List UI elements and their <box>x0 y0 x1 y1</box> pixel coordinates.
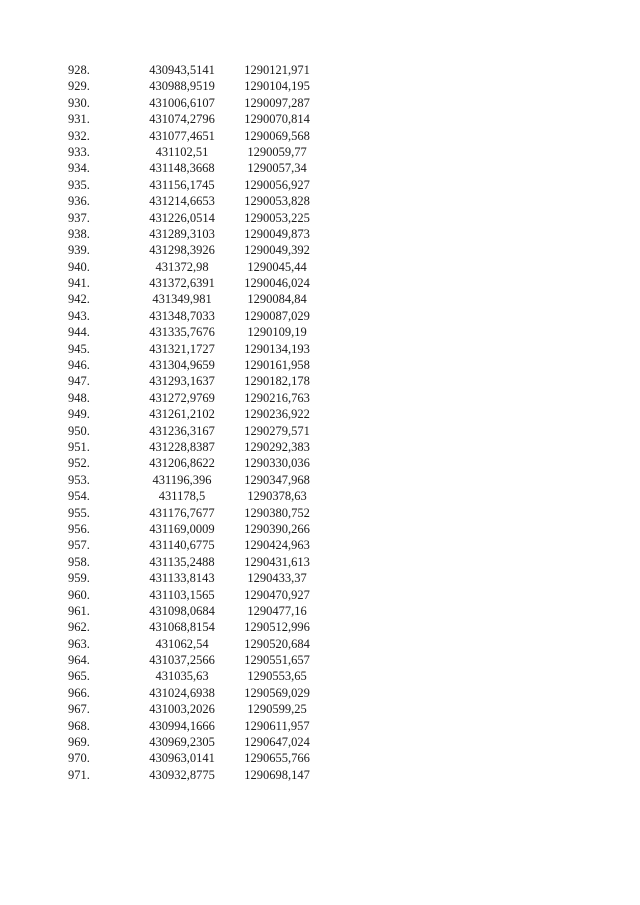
point-number: 968. <box>68 718 90 733</box>
table-row <box>0 111 640 127</box>
point-number: 935. <box>68 177 90 192</box>
table-row <box>0 324 640 340</box>
point-number: 956. <box>68 521 90 536</box>
table-row <box>0 455 640 471</box>
x-coordinate: 431148,3668 <box>149 161 215 176</box>
table-row <box>0 78 640 94</box>
y-coordinate: 1290431,613 <box>244 554 310 569</box>
table-row <box>0 423 640 439</box>
x-coordinate: 431214,6653 <box>149 194 215 209</box>
y-coordinate: 1290378,63 <box>247 489 307 504</box>
y-coordinate: 1290569,029 <box>244 685 310 700</box>
y-coordinate: 1290424,963 <box>244 538 310 553</box>
table-row <box>0 275 640 291</box>
point-number: 965. <box>68 669 90 684</box>
point-number: 949. <box>68 407 90 422</box>
table-row <box>0 767 640 783</box>
y-coordinate: 1290182,178 <box>244 374 310 389</box>
table-row <box>0 521 640 537</box>
point-number: 960. <box>68 587 90 602</box>
point-number: 953. <box>68 472 90 487</box>
y-coordinate: 1290045,44 <box>247 259 307 274</box>
y-coordinate: 1290553,65 <box>247 669 307 684</box>
table-row <box>0 718 640 734</box>
y-coordinate: 1290470,927 <box>244 587 310 602</box>
point-number: 952. <box>68 456 90 471</box>
point-number: 959. <box>68 571 90 586</box>
x-coordinate: 430969,2305 <box>149 735 215 750</box>
table-row <box>0 308 640 324</box>
point-number: 943. <box>68 308 90 323</box>
point-number: 955. <box>68 505 90 520</box>
point-number: 969. <box>68 735 90 750</box>
y-coordinate: 1290053,828 <box>244 194 310 209</box>
table-row <box>0 652 640 668</box>
point-number: 970. <box>68 751 90 766</box>
table-row <box>0 95 640 111</box>
x-coordinate: 430994,1666 <box>149 718 215 733</box>
point-number: 954. <box>68 489 90 504</box>
y-coordinate: 1290053,225 <box>244 210 310 225</box>
x-coordinate: 431140,6775 <box>149 538 215 553</box>
y-coordinate: 1290512,996 <box>244 620 310 635</box>
table-row <box>0 357 640 373</box>
table-row <box>0 619 640 635</box>
y-coordinate: 1290161,958 <box>244 358 310 373</box>
table-row <box>0 144 640 160</box>
x-coordinate: 431156,1745 <box>149 177 215 192</box>
y-coordinate: 1290292,383 <box>244 439 310 454</box>
x-coordinate: 431321,1727 <box>149 341 215 356</box>
x-coordinate: 431335,7676 <box>149 325 215 340</box>
y-coordinate: 1290611,957 <box>244 718 310 733</box>
table-row <box>0 439 640 455</box>
x-coordinate: 430988,9519 <box>149 79 215 94</box>
y-coordinate: 1290698,147 <box>244 767 310 782</box>
point-number: 966. <box>68 685 90 700</box>
x-coordinate: 431272,9769 <box>149 390 215 405</box>
table-row <box>0 259 640 275</box>
table-row <box>0 177 640 193</box>
y-coordinate: 1290647,024 <box>244 735 310 750</box>
point-number: 930. <box>68 95 90 110</box>
y-coordinate: 1290520,684 <box>244 636 310 651</box>
y-coordinate: 1290599,25 <box>247 702 307 717</box>
x-coordinate: 431077,4651 <box>149 128 215 143</box>
point-number: 961. <box>68 603 90 618</box>
point-number: 928. <box>68 63 90 77</box>
x-coordinate: 431074,2796 <box>149 112 215 127</box>
y-coordinate: 1290049,392 <box>244 243 310 258</box>
y-coordinate: 1290236,922 <box>244 407 310 422</box>
table-row <box>0 554 640 570</box>
x-coordinate: 431037,2566 <box>149 653 215 668</box>
x-coordinate: 431196,396 <box>152 472 212 487</box>
y-coordinate: 1290121,971 <box>244 63 310 77</box>
point-number: 944. <box>68 325 90 340</box>
point-number: 971. <box>68 767 90 782</box>
x-coordinate: 431372,98 <box>155 259 209 274</box>
x-coordinate: 431102,51 <box>155 144 209 159</box>
x-coordinate: 431348,7033 <box>149 308 215 323</box>
y-coordinate: 1290216,763 <box>244 390 310 405</box>
table-row <box>0 373 640 389</box>
y-coordinate: 1290057,34 <box>247 161 307 176</box>
y-coordinate: 1290433,37 <box>247 571 307 586</box>
table-row <box>0 668 640 684</box>
y-coordinate: 1290109,19 <box>247 325 307 340</box>
x-coordinate: 431226,0514 <box>149 210 215 225</box>
table-row <box>0 242 640 258</box>
table-row <box>0 734 640 750</box>
table-row <box>0 291 640 307</box>
y-coordinate: 1290380,752 <box>244 505 310 520</box>
y-coordinate: 1290347,968 <box>244 472 310 487</box>
table-row <box>0 505 640 521</box>
table-row <box>0 587 640 603</box>
y-coordinate: 1290134,193 <box>244 341 310 356</box>
y-coordinate: 1290104,195 <box>244 79 310 94</box>
x-coordinate: 431169,0009 <box>149 521 215 536</box>
y-coordinate: 1290551,657 <box>244 653 310 668</box>
table-row <box>0 193 640 209</box>
y-coordinate: 1290330,036 <box>244 456 310 471</box>
table-row <box>0 472 640 488</box>
x-coordinate: 430932,8775 <box>149 767 215 782</box>
point-number: 948. <box>68 390 90 405</box>
point-number: 934. <box>68 161 90 176</box>
coordinate-table <box>0 62 640 783</box>
x-coordinate: 431228,8387 <box>149 439 215 454</box>
table-row <box>0 406 640 422</box>
y-coordinate: 1290087,029 <box>244 308 310 323</box>
y-coordinate: 1290056,927 <box>244 177 310 192</box>
x-coordinate: 431304,9659 <box>149 358 215 373</box>
table-row <box>0 701 640 717</box>
point-number: 939. <box>68 243 90 258</box>
x-coordinate: 431178,5 <box>158 489 206 504</box>
y-coordinate: 1290070,814 <box>244 112 310 127</box>
y-coordinate: 1290097,287 <box>244 95 310 110</box>
y-coordinate: 1290049,873 <box>244 226 310 241</box>
y-coordinate: 1290069,568 <box>244 128 310 143</box>
table-row <box>0 390 640 406</box>
point-number: 950. <box>68 423 90 438</box>
point-number: 964. <box>68 653 90 668</box>
x-coordinate: 431133,8143 <box>149 571 215 586</box>
point-number: 936. <box>68 194 90 209</box>
point-number: 946. <box>68 358 90 373</box>
x-coordinate: 431135,2488 <box>149 554 215 569</box>
table-row <box>0 488 640 504</box>
table-row <box>0 570 640 586</box>
table-row <box>0 341 640 357</box>
point-number: 940. <box>68 259 90 274</box>
table-row <box>0 603 640 619</box>
x-coordinate: 431349,981 <box>152 292 212 307</box>
point-number: 938. <box>68 226 90 241</box>
point-number: 932. <box>68 128 90 143</box>
x-coordinate: 431024,6938 <box>149 685 215 700</box>
x-coordinate: 431103,1565 <box>149 587 215 602</box>
x-coordinate: 431003,2026 <box>149 702 215 717</box>
x-coordinate: 431206,8622 <box>149 456 215 471</box>
x-coordinate: 431035,63 <box>155 669 209 684</box>
x-coordinate: 431068,8154 <box>149 620 215 635</box>
y-coordinate: 1290390,266 <box>244 521 310 536</box>
table-row <box>0 685 640 701</box>
x-coordinate: 431062,54 <box>155 636 209 651</box>
y-coordinate: 1290084,84 <box>247 292 307 307</box>
point-number: 951. <box>68 439 90 454</box>
point-number: 947. <box>68 374 90 389</box>
x-coordinate: 431261,2102 <box>149 407 215 422</box>
x-coordinate: 431298,3926 <box>149 243 215 258</box>
point-number: 963. <box>68 636 90 651</box>
table-row <box>0 636 640 652</box>
x-coordinate: 431006,6107 <box>149 95 215 110</box>
table-row <box>0 62 640 78</box>
point-number: 941. <box>68 276 90 291</box>
table-row <box>0 210 640 226</box>
table-row <box>0 226 640 242</box>
x-coordinate: 431289,3103 <box>149 226 215 241</box>
x-coordinate: 431176,7677 <box>149 505 215 520</box>
y-coordinate: 1290279,571 <box>244 423 310 438</box>
point-number: 929. <box>68 79 90 94</box>
table-row <box>0 128 640 144</box>
y-coordinate: 1290046,024 <box>244 276 310 291</box>
y-coordinate: 1290655,766 <box>244 751 310 766</box>
x-coordinate: 431236,3167 <box>149 423 215 438</box>
x-coordinate: 431098,0684 <box>149 603 215 618</box>
table-row <box>0 750 640 766</box>
point-number: 967. <box>68 702 90 717</box>
point-number: 958. <box>68 554 90 569</box>
x-coordinate: 430943,5141 <box>149 63 215 77</box>
y-coordinate: 1290477,16 <box>247 603 307 618</box>
table-row <box>0 160 640 176</box>
point-number: 933. <box>68 144 90 159</box>
point-number: 945. <box>68 341 90 356</box>
point-number: 937. <box>68 210 90 225</box>
point-number: 957. <box>68 538 90 553</box>
y-coordinate: 1290059,77 <box>247 144 307 159</box>
point-number: 962. <box>68 620 90 635</box>
table-row <box>0 537 640 553</box>
point-number: 942. <box>68 292 90 307</box>
point-number: 931. <box>68 112 90 127</box>
x-coordinate: 430963,0141 <box>149 751 215 766</box>
x-coordinate: 431372,6391 <box>149 276 215 291</box>
x-coordinate: 431293,1637 <box>149 374 215 389</box>
